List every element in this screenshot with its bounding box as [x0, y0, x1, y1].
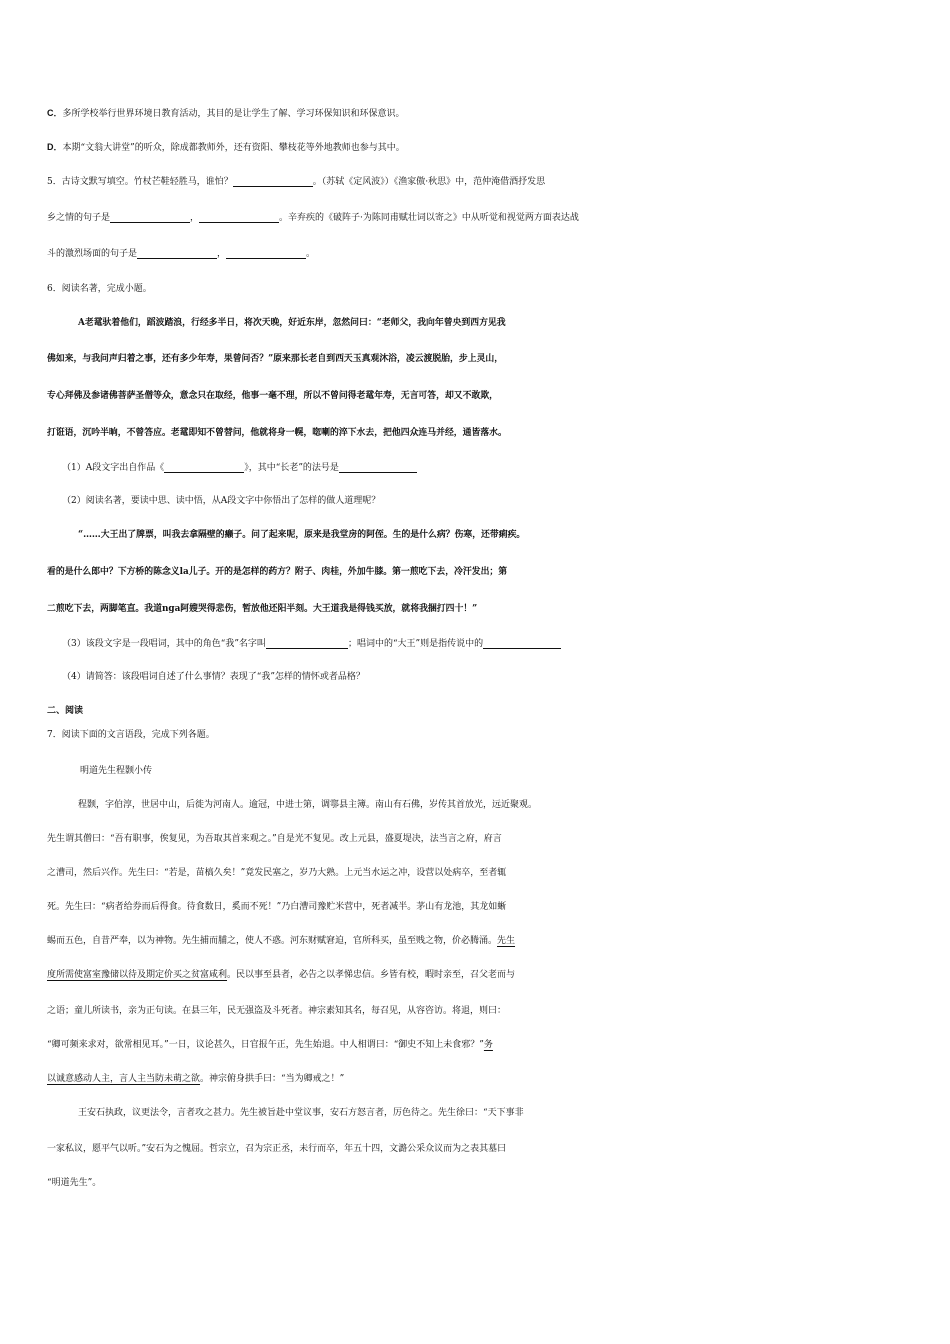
passage-a-line: A老鼋驮着他们，蹈波踏浪，行经多半日，将次天晚，好近东岸，忽然问曰：“老师父，我向年曾央到西方见我 [78, 318, 506, 328]
q5-line-3: 斗的激烈场面的句子是 ， 。 [47, 242, 907, 265]
classical-text-line: 王安石执政，议更法令，言者攻之甚力。先生被旨赴中堂议事，安石方怒言者，厉色待之。先生徐曰：“天下事非 [78, 1108, 524, 1118]
classical-text-line: 度所需使富室豫储以待及期定价买之贫富咸利。民以事至县者，必告之以孝悌忠信。乡皆有校，暇时亲至，召父老而与 [47, 970, 516, 980]
answer-blank[interactable] [199, 206, 279, 223]
passage-a-line: 专心拜佛及参诸佛菩萨圣僧等众，意念只在取经，他事一毫不理，所以不曾问得老鼋年寿，无言可答，却又不敢欺， [47, 391, 499, 401]
classical-text-line: 蜴而五色，自昔严奉，以为神物。先生捕而脯之，使人不惑。河东财赋窘迫，官所科买，虽至贱之物，价必腾涌。先生 [47, 936, 516, 946]
classical-text-line: 以诚意感动人主，言人主当防未萌之欲。神宗俯身拱手曰：“当为卿戒之！” [47, 1074, 345, 1084]
passage-b-line: 二煎吃下去，两脚笔直。我道nga阿嫂哭得悲伤，暂放他还阳半刻。大王道我是得钱买放，就将我捆打四十！” [47, 604, 478, 614]
classical-text-line: “明道先生”。 [47, 1178, 102, 1188]
classical-text-line: 死。先生曰：“病者给券而后得食。待食数日，奚而不死！”乃白漕司豫贮米营中，死者减半。茅山有龙池，其龙如蜥 [47, 902, 507, 912]
answer-blank[interactable] [483, 632, 561, 649]
classical-text-line: 先生谓其僧曰：“吾有职事，俟复见，为吾取其首来观之。”自是光不复见。改上元县，盛夏堤决，法当言之府，府言 [47, 834, 502, 844]
classical-text-line: “卿可频来求对，欲常相见耳。”一日，议论甚久，日官报午正，先生始退。中人相谓曰：“御史不知上未食邪？”务 [47, 1040, 493, 1050]
underlined-sentence: 务 [483, 1040, 493, 1050]
answer-blank[interactable] [266, 632, 348, 649]
q6-sub-3: （3）该段文字是一段唱词，其中的角色“我”名字叫 ；唱词中的“大王”则是指传说中的 [62, 632, 907, 655]
text-title: 明道先生程颢小传 [80, 766, 153, 776]
classical-text-line: 程颢，字伯淳，世居中山，后徙为河南人。逾冠，中进士第，调鄠县主簿。南山有石佛，岁传其首放光，远近聚观。 [78, 800, 538, 810]
underlined-sentence: 度所需使富室豫储以待及期定价买之贫富咸利 [47, 970, 228, 980]
q6-title: 6．阅读名著，完成小题。 [47, 284, 152, 294]
option-d: D．本期“文翁大讲堂”的听众，除成都教师外，还有资阳、攀枝花等外地教师也参与其中。 [47, 142, 405, 153]
q7-title: 7．阅读下面的文言语段，完成下列各题。 [47, 730, 215, 740]
q5-line-2: 乡之情的句子是 ， 。辛弃疾的《破阵子·为陈同甫赋壮词以寄之》中从听觉和视觉两方面表达战 [47, 206, 907, 229]
answer-blank[interactable] [137, 242, 217, 259]
passage-b-line: “……大王出了牌票，叫我去拿隔壁的癞子。问了起来呢，原来是我堂房的阿侄。生的是什么病？伤寒，还带痢疾。 [78, 530, 526, 540]
answer-blank[interactable] [110, 206, 190, 223]
underlined-sentence: 先生 [497, 936, 516, 946]
answer-blank[interactable] [164, 456, 244, 473]
classical-text-line: 之漕司，然后兴作。先生曰：“若是，苗槁久矣！”竟发民塞之，岁乃大熟。上元当水运之冲，设营以处病卒，至者辄 [47, 868, 507, 878]
underlined-sentence: 以诚意感动人主，言人主当防未萌之欲 [47, 1074, 201, 1084]
passage-a-line: 打诳语，沉吟半晌，不曾答应。老鼋即知不曾替问，他就将身一幌，唿喇的淬下水去，把他四众连马并经，通皆落水。 [47, 428, 507, 438]
answer-blank[interactable] [226, 242, 306, 259]
answer-blank[interactable] [339, 456, 417, 473]
classical-text-line: 之语；童儿所读书，亲为正句读。在县三年，民无强盗及斗死者。神宗素知其名，每召见，从容咨访。将退，则曰： [47, 1006, 507, 1016]
q6-sub-2: （2）阅读名著，要读中思、读中悟，从A段文字中你悟出了怎样的做人道理呢？ [62, 496, 381, 506]
answer-blank[interactable] [233, 170, 313, 187]
q5-line-1: 5．古诗文默写填空。竹杖芒鞋轻胜马，谁怕？ 。（苏轼《定风波》）《渔家傲·秋思》中，范仲淹借酒抒发思 [47, 170, 907, 193]
option-c: C．多所学校举行世界环境日教育活动，其目的是让学生了解、学习环保知识和环保意识。 [47, 108, 405, 119]
section-heading: 二、阅读 [47, 706, 84, 716]
q6-sub-4: （4）请简答：该段唱词自述了什么事情？表现了“我”怎样的情怀或者品格？ [62, 672, 365, 682]
passage-a-line: 佛如来，与我问声归着之事，还有多少年寿，果曾问否？”原来那长老自到西天玉真观沐浴，凌云渡脱胎，步上灵山， [47, 354, 504, 364]
passage-b-line: 看的是什么郎中？下方桥的陈念义la儿子。开的是怎样的药方？附子、肉桂，外加牛膝。第一煎吃下去，冷汗发出；第 [47, 567, 508, 577]
classical-text-line: 一家私议，愿平气以听。”安石为之愧屈。哲宗立，召为宗正丞，未行而卒，年五十四，文潞公采众议而为之表其墓曰 [47, 1144, 507, 1154]
q6-sub-1: （1）A段文字出自作品《 》，其中“长老”的法号是 [62, 456, 907, 479]
